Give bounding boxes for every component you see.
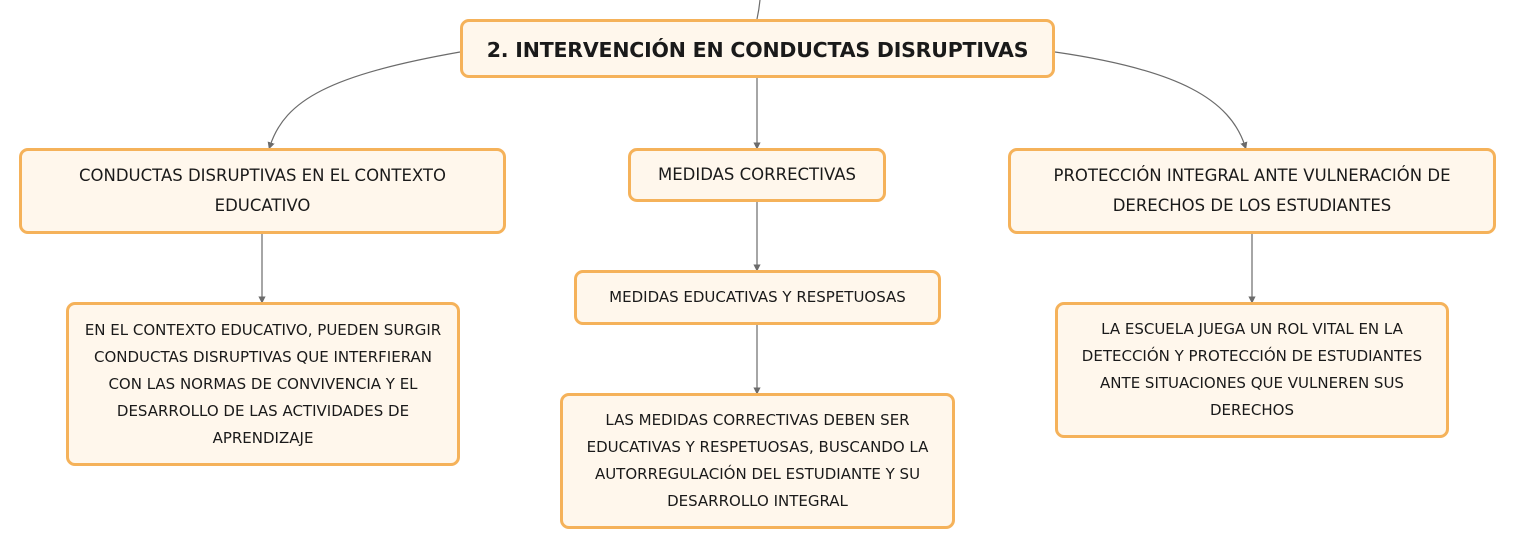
- sub-node-label: MEDIDAS EDUCATIVAS Y RESPETUOSAS: [609, 288, 906, 306]
- sub-node-educational-measures[interactable]: [574, 270, 941, 325]
- branch-node-integral-protection[interactable]: [1008, 148, 1496, 234]
- root-node[interactable]: [460, 19, 1055, 78]
- branch-node-disruptive-behaviors[interactable]: [19, 148, 506, 234]
- root-node-label: 2. INTERVENCIÓN EN CONDUCTAS DISRUPTIVAS: [486, 37, 1029, 62]
- connector-root-to-right: [1055, 52, 1245, 146]
- leaf-node-label: EN EL CONTEXTO EDUCATIVO, PUEDEN SURGIR CONDUCTAS DISRUPTIVAS QUE INTERFIERAN CON LAS NORMAS DE CONVIVENCIA Y EL DESARROLLO DE LAS ACTIVIDADES DE APRENDIZAJE: [84, 320, 442, 447]
- leaf-node-integral-protection-detail[interactable]: [1055, 302, 1449, 438]
- branch-node-corrective-measures[interactable]: [628, 148, 886, 202]
- incoming-connector: [757, 0, 760, 19]
- connector-root-to-left: [270, 52, 460, 146]
- leaf-node-corrective-measures-detail[interactable]: [560, 393, 955, 529]
- branch-node-label: CONDUCTAS DISRUPTIVAS EN EL CONTEXTO EDUCATIVO: [79, 166, 446, 215]
- branch-node-label: PROTECCIÓN INTEGRAL ANTE VULNERACIÓN DE DERECHOS DE LOS ESTUDIANTES: [1053, 166, 1451, 215]
- leaf-node-label: LA ESCUELA JUEGA UN ROL VITAL EN LA DETECCIÓN Y PROTECCIÓN DE ESTUDIANTES ANTE SITUACIONES QUE VULNEREN SUS DERECHOS: [1081, 320, 1423, 419]
- branch-node-label: MEDIDAS CORRECTIVAS: [658, 165, 856, 184]
- leaf-node-label: LAS MEDIDAS CORRECTIVAS DEBEN SER EDUCATIVAS Y RESPETUOSAS, BUSCANDO LA AUTORREGULACIÓN DEL ESTUDIANTE Y SU DESARROLLO INTEGRAL: [586, 411, 929, 510]
- leaf-node-disruptive-behaviors-detail[interactable]: [66, 302, 460, 466]
